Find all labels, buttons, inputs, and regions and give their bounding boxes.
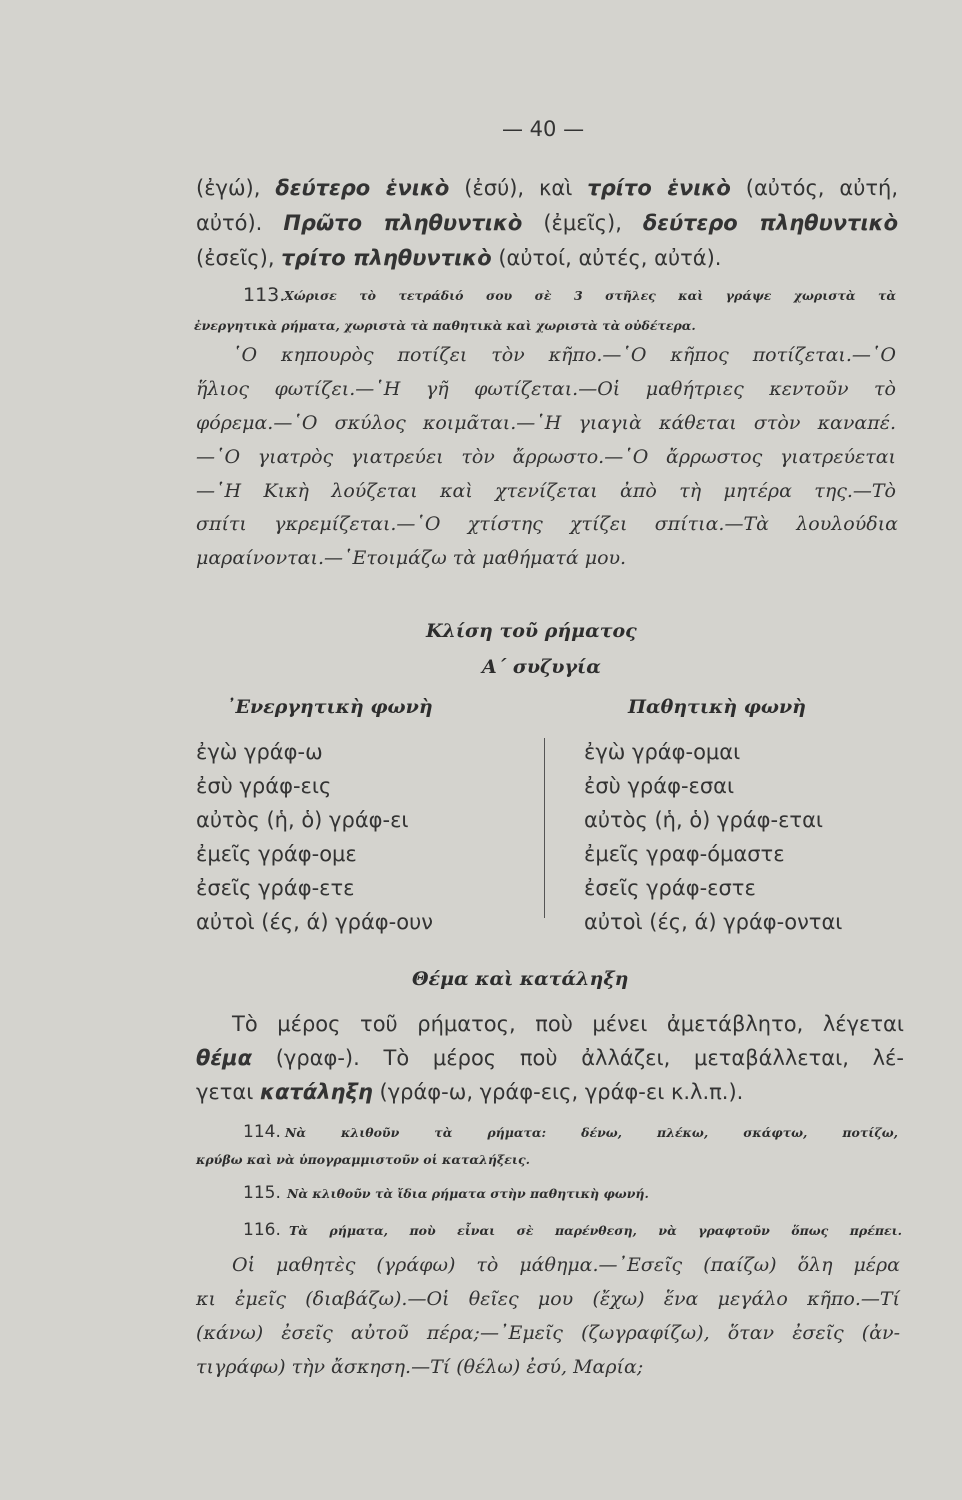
emphasized-term: δεύτερο πληθυντικὸ: [642, 211, 899, 235]
exercise-116-instruction: Τὰ ρήματα, ποὺ εἶναι σὲ παρένθεση, νὰ γραφτοῦν ὅπως πρέπει.: [289, 1223, 902, 1238]
exercise-113-line-2: ἥλιος φωτίζει.—῾Η γῆ φωτίζεται.—Οἱ μαθήτριες κεντοῦν τὸ: [196, 378, 896, 400]
passive-voice-header: Παθητικὴ φωνὴ: [628, 696, 806, 718]
active-voice-header: ᾿Ενεργητικὴ φωνὴ: [226, 696, 433, 718]
emphasized-term: τρίτο πληθυντικὸ: [281, 246, 492, 270]
exercise-113-instruction-2: ἐνεργητικὰ ρήματα, χωριστὰ τὰ παθητικὰ καὶ χωριστὰ τὰ οὐδέτερα.: [194, 318, 696, 333]
active-form-3: αὐτὸς (ἡ, ὁ) γράφ-ει: [196, 808, 409, 832]
passive-form-6: αὐτοὶ (ές, ά) γράφ-ονται: [584, 910, 843, 934]
exercise-113-line-5: —῾Η Κικὴ λούζεται καὶ χτενίζεται ἀπὸ τὴ μητέρα της.—Τὸ: [196, 480, 896, 502]
passive-form-2: ἐσὺ γράφ-εσαι: [584, 774, 735, 798]
exercise-114-line-2: κρύβω καὶ νὰ ὑπογραμμιστοῦν οἱ καταλήξεις.: [196, 1152, 530, 1167]
exercise-116-line-1: Οἱ μαθητὲς (γράφω) τὸ μάθημα.—᾿Εσεῖς (παίζω) ὅλη μέρα: [232, 1254, 900, 1276]
text-run: αὐτό).: [196, 211, 284, 235]
text-run: (αὐτός, αὐτή,: [730, 176, 899, 200]
text-run: Τὸ μέρος τοῦ ρήματος, ποὺ μένει ἀμετάβλητο, λέγεται: [232, 1012, 904, 1036]
emphasized-term: κατάληξη: [260, 1080, 373, 1104]
text-run: (γράφ-ω, γράφ-εις, γράφ-ει κ.λ.π.).: [372, 1080, 744, 1104]
conjugation-title: Κλίση τοῦ ρήματος: [426, 620, 637, 642]
page-number: — 40 —: [502, 117, 585, 141]
active-form-1: ἐγὼ γράφ-ω: [196, 740, 323, 764]
text-run: (ἐσύ), καὶ: [449, 176, 588, 200]
active-form-6: αὐτοὶ (ές, ά) γράφ-ουν: [196, 910, 433, 934]
exercise-116-line-4: τιγράφω) τὴν ἄσκηση.—Τί (θέλω) ἐσύ, Μαρία;: [196, 1356, 644, 1378]
active-form-5: ἐσεῖς γράφ-ετε: [196, 876, 355, 900]
passive-form-1: ἐγὼ γράφ-ομαι: [584, 740, 741, 764]
exercise-116-line-3: (κάνω) ἐσεῖς αὐτοῦ πέρα;—᾿Εμεῖς (ζωγραφίζω), ὅταν ἐσεῖς (ἀν-: [196, 1322, 900, 1344]
active-form-2: ἐσὺ γράφ-εις: [196, 774, 332, 798]
text-run: (ἐγώ),: [196, 176, 276, 200]
text-run: γεται: [196, 1080, 261, 1104]
theme-line-2: [196, 1046, 904, 1070]
emphasized-term: Πρῶτο πληθυντικὸ: [283, 211, 523, 235]
theme-line-3: [196, 1080, 743, 1104]
intro-line-3: [196, 246, 721, 270]
exercise-116-number: 116.: [243, 1220, 281, 1240]
exercise-113-line-6: σπίτι γκρεμίζεται.—῾Ο χτίστης χτίζει σπίτια.—Τὰ λουλούδια: [196, 513, 898, 535]
text-run: (γραφ-). Τὸ μέρος ποὺ ἀλλάζει, μεταβάλλεται, λέ-: [252, 1046, 904, 1070]
passive-form-3: αὐτὸς (ἡ, ὁ) γράφ-εται: [584, 808, 824, 832]
passive-form-5: ἐσεῖς γράφ-εστε: [584, 876, 756, 900]
theme-line-1: [232, 1012, 904, 1036]
exercise-114-number: 114.: [243, 1122, 281, 1142]
passive-form-4: ἐμεῖς γραφ-όμαστε: [584, 842, 785, 866]
column-divider: [544, 738, 545, 918]
exercise-116-line-2: κι ἐμεῖς (διαβάζω).—Οἱ θεῖες μου (ἔχω) ἕνα μεγάλο κῆπο.—Τί: [196, 1288, 900, 1310]
intro-line-1: [196, 176, 898, 200]
conjugation-subtitle: Α΄ συζυγία: [482, 656, 601, 678]
intro-line-2: [196, 211, 898, 235]
emphasized-term: τρίτο ἑνικὸ: [587, 176, 731, 200]
exercise-113-instruction-1: Χώρισε τὸ τετράδιό σου σὲ 3 στῆλες καὶ γράψε χωριστὰ τὰ: [284, 288, 896, 303]
exercise-113-line-7: μαραίνονται.—῾Ετοιμάζω τὰ μαθήματά μου.: [196, 547, 627, 569]
theme-title: Θέμα καὶ κατάληξη: [412, 968, 629, 990]
text-run: (ἐσεῖς),: [196, 246, 282, 270]
text-run: (ἐμεῖς),: [522, 211, 643, 235]
exercise-115-text: Νὰ κλιθοῦν τὰ ἴδια ρήματα στὴν παθητικὴ φωνή.: [287, 1186, 649, 1201]
exercise-113-line-1: ῾Ο κηπουρὸς ποτίζει τὸν κῆπο.—῾Ο κῆπος ποτίζεται.—῾Ο: [232, 344, 896, 366]
exercise-114-line-1: Νὰ κλιθοῦν τὰ ρήματα: δένω, πλέκω, σκάφτω, ποτίζω,: [285, 1125, 898, 1140]
exercise-113-line-4: —῾Ο γιατρὸς γιατρεύει τὸν ἄρρωστο.—῾Ο ἄρρωστος γιατρεύεται: [196, 446, 896, 468]
exercise-113-number: 113.: [243, 284, 286, 306]
emphasized-term: δεύτερο ἑνικὸ: [275, 176, 450, 200]
emphasized-term: θέμα: [196, 1046, 252, 1070]
exercise-115-number: 115.: [243, 1183, 281, 1203]
text-run: (αὐτοί, αὐτές, αὐτά).: [491, 246, 722, 270]
active-form-4: ἐμεῖς γράφ-ομε: [196, 842, 357, 866]
exercise-113-line-3: φόρεμα.—῾Ο σκύλος κοιμᾶται.—῾Η γιαγιὰ κάθεται στὸν καναπέ.: [196, 412, 896, 434]
